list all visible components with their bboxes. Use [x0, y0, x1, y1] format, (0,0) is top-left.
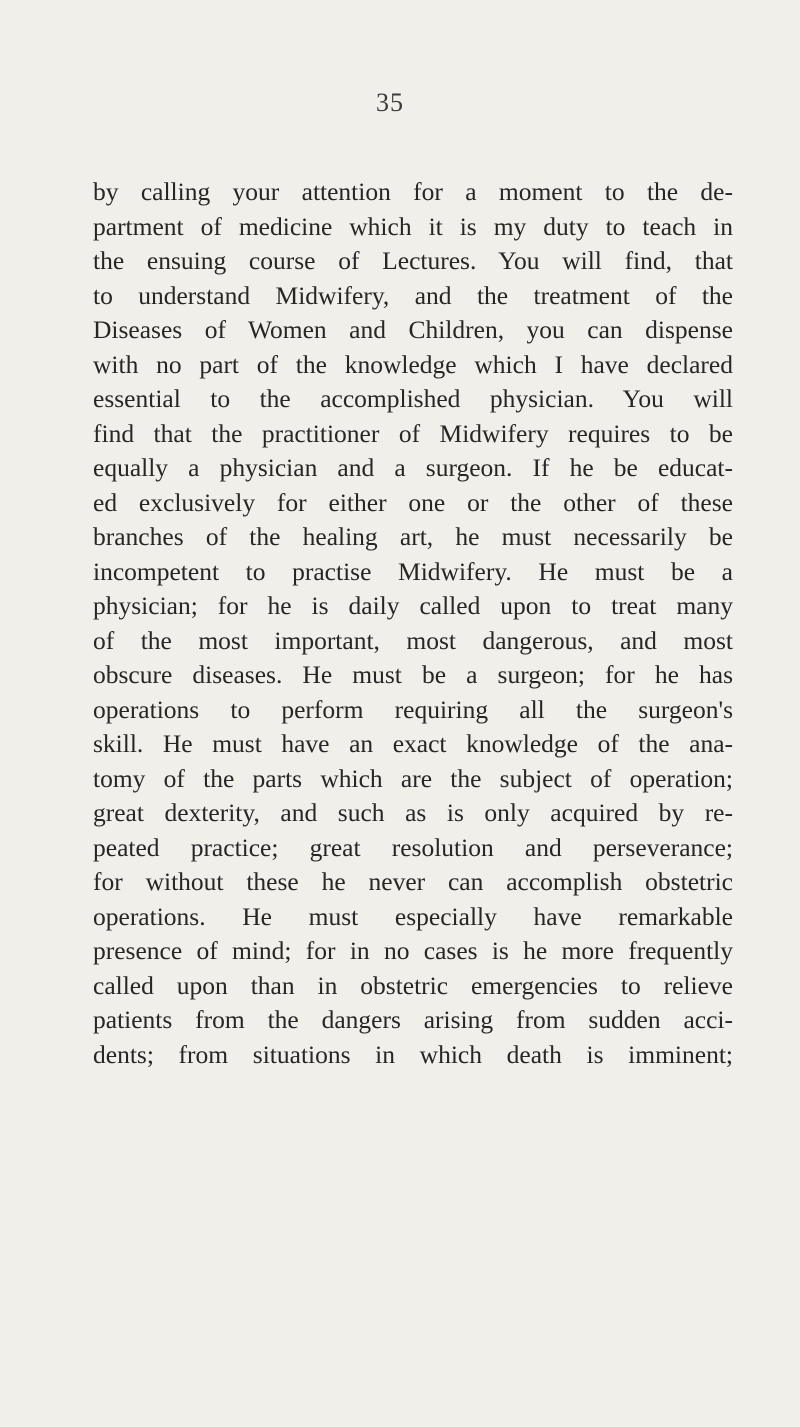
text-line: operations. He must especially have remarkable	[93, 901, 733, 931]
text-line: incompetent to practise Midwifery. He must be a	[93, 556, 733, 586]
text-line: to understand Midwifery, and the treatment of the	[93, 280, 733, 310]
text-line: called upon than in obstetric emergencies to relieve	[93, 970, 733, 1000]
text-line: patients from the dangers arising from sudden acci-	[93, 1005, 733, 1034]
text-line: equally a physician and a surgeon. If he be educat-	[93, 453, 733, 482]
text-line: peated practice; great resolution and perseverance;	[93, 832, 733, 862]
text-line: find that the practitioner of Midwifery requires to be	[93, 418, 733, 448]
text-line: obscure diseases. He must be a surgeon; for he has	[93, 660, 733, 689]
text-line: Diseases of Women and Children, you can dispense	[93, 315, 733, 344]
text-line: ed exclusively for either one or the other of these	[93, 487, 733, 517]
body-text	[93, 175, 733, 1072]
text-line: for without these he never can accomplish obstetric	[93, 867, 733, 896]
text-line: great dexterity, and such as is only acquired by re-	[93, 798, 733, 827]
text-line: partment of medicine which it is my duty to teach in	[93, 211, 733, 241]
text-line: the ensuing course of Lectures. You will find, that	[93, 246, 733, 275]
text-line: physician; for he is daily called upon to treat many	[93, 591, 733, 620]
text-line: tomy of the parts which are the subject of operation;	[93, 763, 733, 793]
text-line: operations to perform requiring all the surgeon's	[93, 694, 733, 724]
text-line: by calling your attention for a moment to the de-	[93, 177, 733, 206]
text-line: of the most important, most dangerous, and most	[93, 625, 733, 655]
text-line: essential to the accomplished physician. You will	[93, 384, 733, 413]
page-number: 35	[376, 88, 404, 117]
text-line: with no part of the knowledge which I have declared	[93, 349, 733, 379]
text-line: skill. He must have an exact knowledge of the ana-	[93, 729, 733, 758]
text-line: branches of the healing art, he must necessarily be	[93, 522, 733, 551]
text-line: presence of mind; for in no cases is he more frequently	[93, 936, 733, 965]
text-line: dents; from situations in which death is imminent;	[93, 1039, 733, 1069]
